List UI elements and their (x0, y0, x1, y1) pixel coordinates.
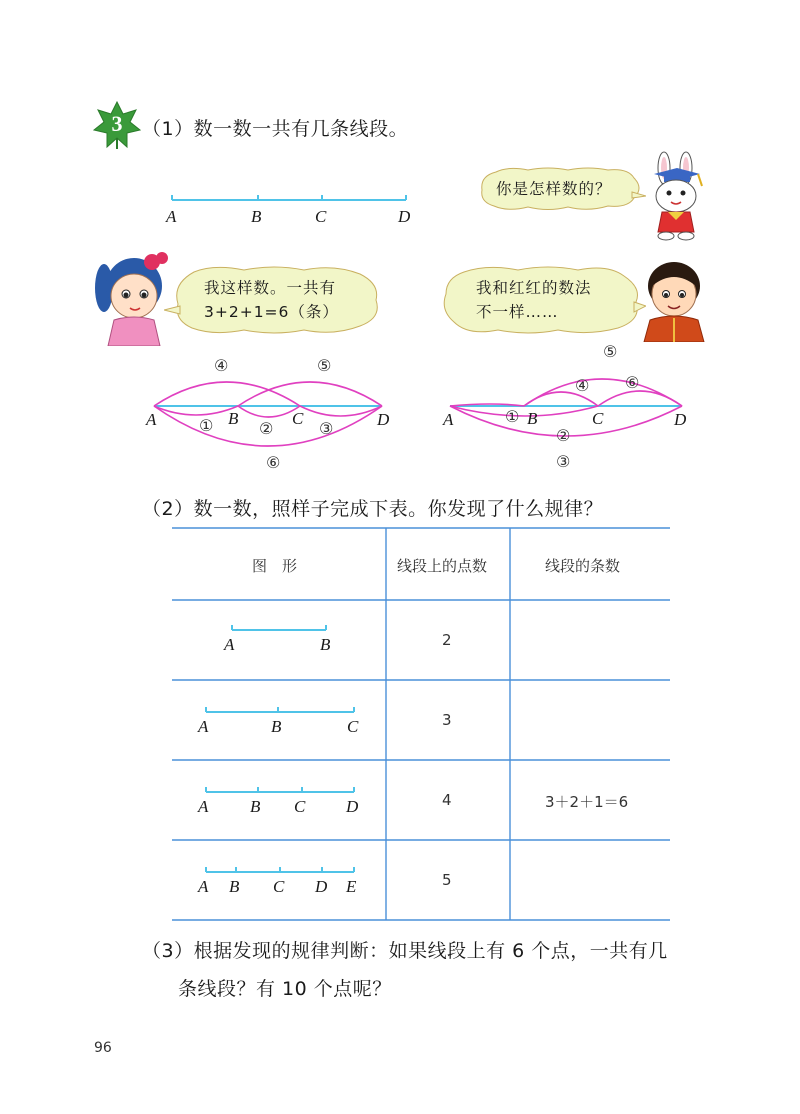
point-label: D (377, 410, 390, 429)
boy-speech-line-1: 我和红红的数法 (476, 279, 592, 297)
table-point-label: A (198, 877, 209, 896)
table-point-label: D (346, 797, 359, 816)
main-segment (160, 190, 420, 210)
arc-label: ④ (575, 376, 590, 395)
point-label: C (315, 207, 327, 226)
table-point-count: 3 (442, 711, 452, 729)
point-label: B (228, 409, 239, 428)
table-header-segment-count: 线段的条数 (545, 557, 621, 575)
point-label: D (674, 410, 687, 429)
table-point-count: 4 (442, 791, 452, 809)
table-point-count: 5 (442, 871, 452, 889)
rabbit-character (640, 150, 712, 242)
arc-label: ⑥ (625, 373, 640, 392)
arc-label: ⑤ (603, 342, 618, 361)
arc-label: ① (199, 416, 214, 435)
table-point-label: B (250, 797, 261, 816)
table-point-label: A (198, 797, 209, 816)
row-segment (206, 707, 354, 712)
table-point-label: A (224, 635, 235, 654)
rabbit-speech: 你是怎样数的？ (496, 180, 612, 198)
arc-ac (450, 406, 598, 416)
arc-label: ① (505, 407, 520, 426)
point-label: B (251, 207, 262, 226)
table-segment-count[interactable]: 3＋2＋1＝6 (545, 793, 629, 811)
part3-text-line-1: （3）根据发现的规律判断：如果线段上有 6 个点，一共有几 (142, 940, 668, 962)
girl-speech-line-2: 3+2+1=6（条） (204, 303, 339, 321)
exercise-badge (92, 100, 142, 150)
table-point-label: B (320, 635, 331, 654)
arc-cd (598, 391, 682, 406)
table-header-figure: 图 形 (252, 557, 298, 575)
arc-label: ③ (556, 452, 571, 471)
table-point-label: D (315, 877, 328, 896)
part1-text: （1）数一数一共有几条线段。 (142, 118, 409, 140)
arc-label: ② (259, 419, 274, 438)
boy-speech-line-2: 不一样…… (476, 303, 559, 321)
rule-table (170, 526, 672, 922)
point-label: C (292, 409, 304, 428)
table-point-count: 2 (442, 631, 452, 649)
boy-character (640, 256, 710, 342)
girl-speech-line-1: 我这样数。一共有 (204, 279, 337, 297)
table-point-label: B (229, 877, 240, 896)
arc-label: ⑥ (266, 453, 281, 472)
point-label: D (398, 207, 411, 226)
page-number: 96 (94, 1040, 112, 1056)
table-header-point-count: 线段上的点数 (397, 557, 488, 575)
row-segment (206, 867, 354, 872)
exercise-number: 3 (111, 111, 123, 136)
point-label: A (166, 207, 177, 226)
row-segment (232, 625, 326, 630)
arc-label: ⑤ (317, 356, 332, 375)
point-label: A (146, 410, 157, 429)
arc-bd (238, 382, 382, 406)
point-label: C (592, 409, 604, 428)
table-point-label: C (347, 717, 359, 736)
part3-text-line-2: 条线段？有 10 个点呢？ (178, 978, 392, 1000)
arc-bc (238, 406, 300, 417)
table-point-label: B (271, 717, 282, 736)
table-point-label: C (273, 877, 285, 896)
table-point-label: E (346, 877, 357, 896)
point-label: A (443, 410, 454, 429)
arc-label: ③ (319, 419, 334, 438)
table-point-label: A (198, 717, 209, 736)
arc-ac (154, 382, 300, 406)
arc-label: ④ (214, 356, 229, 375)
point-label: B (527, 409, 538, 428)
row-segment (206, 787, 354, 792)
table-point-label: C (294, 797, 306, 816)
part2-text: （2）数一数，照样子完成下表。你发现了什么规律？ (142, 498, 604, 520)
arc-label: ② (556, 426, 571, 445)
